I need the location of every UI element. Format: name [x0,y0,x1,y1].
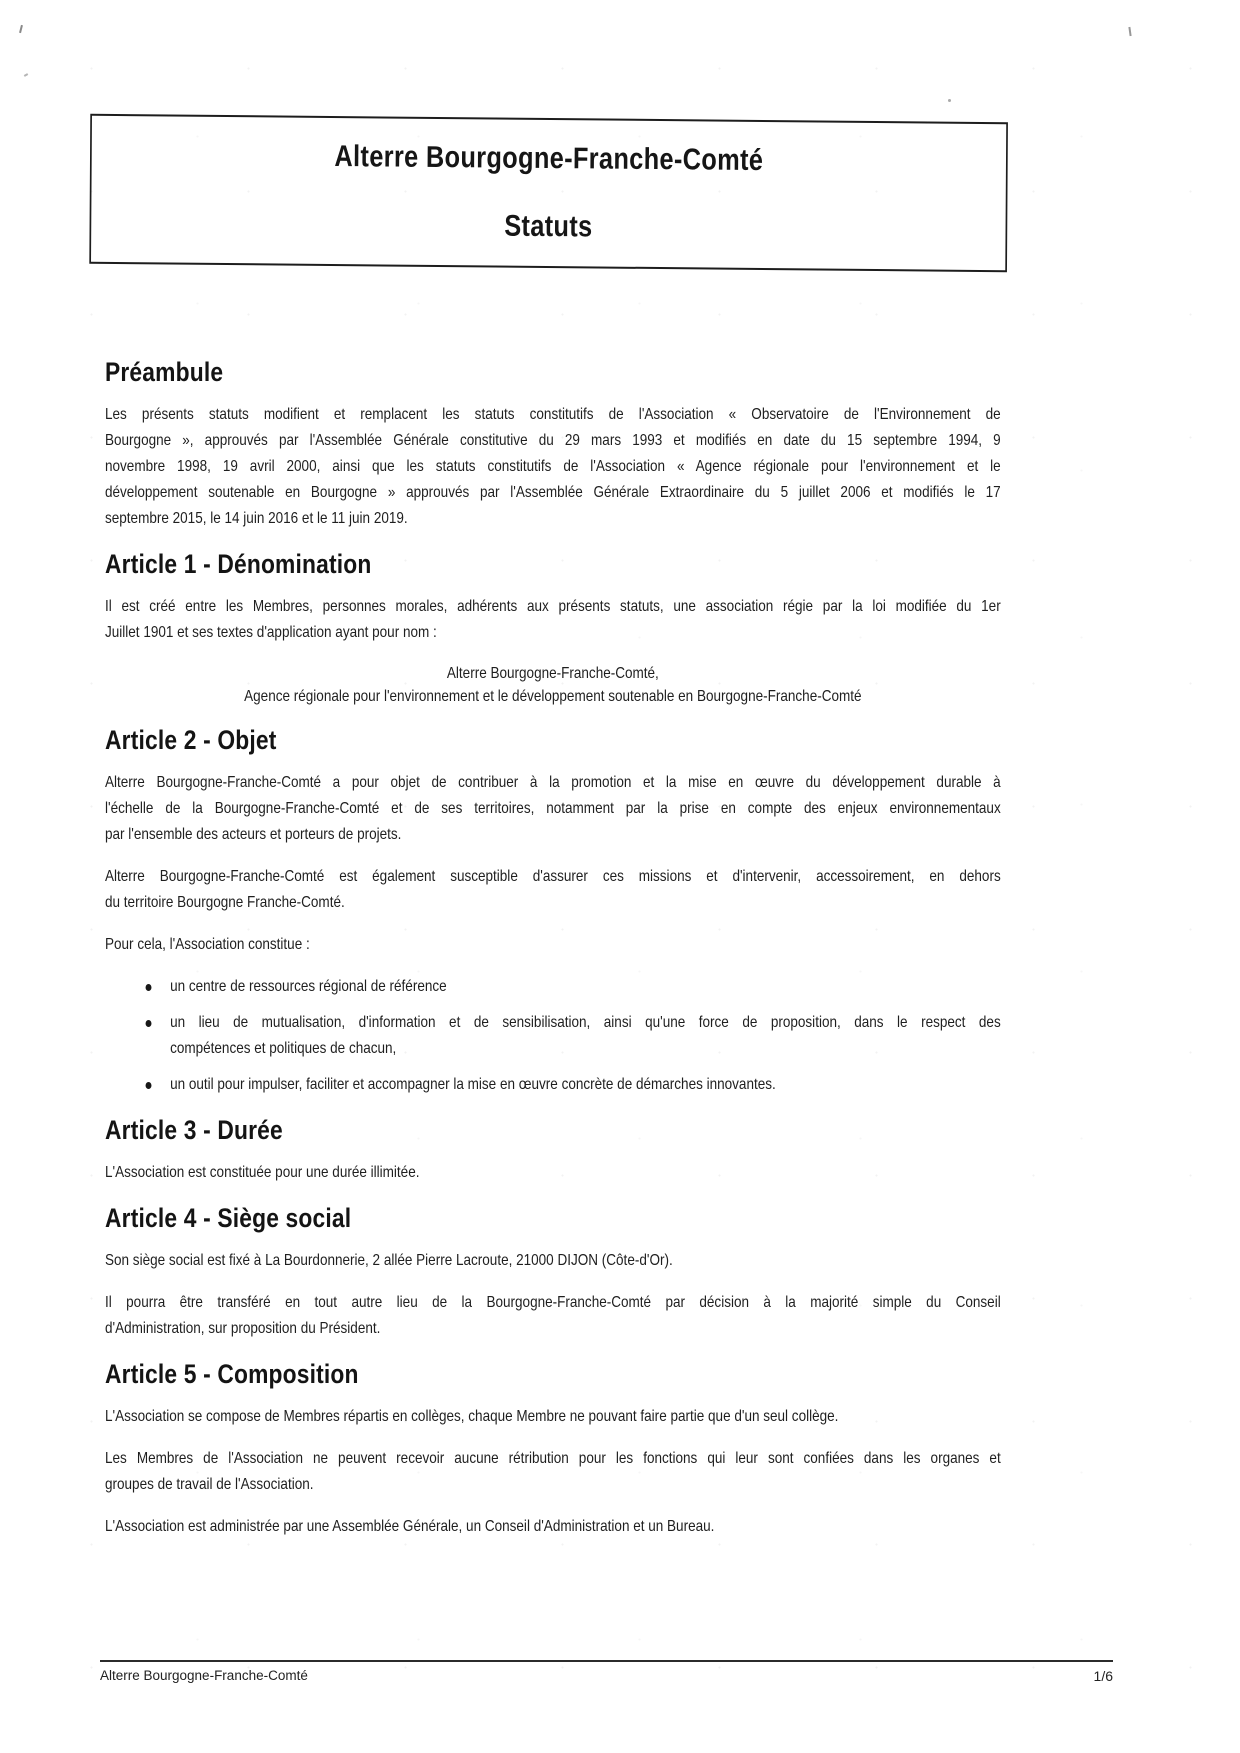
section-heading: Article 5 - Composition [105,1359,359,1389]
text-line: Bourgogne », approuvés par l'Assemblée Générale constitutive du 29 mars 1993 et modifiés en date du 15 septembre 1994, 9 [105,432,1001,449]
section-heading: Article 4 - Siège social [105,1203,352,1233]
paragraph [105,864,1001,916]
text-line: un centre de ressources régional de référence [170,978,447,995]
text-line: un lieu de mutualisation, d'information et de sensibilisation, ainsi qu'une force de proposition, dans le respect des [170,1014,1001,1031]
paragraph [105,402,1001,532]
text-line: L'Association est administrée par une Assemblée Générale, un Conseil d'Administration et un Bureau. [105,1518,715,1535]
text-line: L'Association se compose de Membres répartis en collèges, chaque Membre ne pouvant faire partie que d'un seul collège. [105,1408,839,1425]
text-line: Alterre Bourgogne-Franche-Comté, [446,665,659,682]
text-line: Alterre Bourgogne-Franche-Comté a pour objet de contribuer à la promotion et la mise en œuvre du développement durable à [105,774,1001,791]
centered-paragraph [105,662,1001,708]
paragraph [105,1514,1001,1540]
scan-artifact [1128,27,1131,36]
text-line: Juillet 1901 et ses textes d'application ayant pour nom : [105,624,437,641]
paragraph [105,1446,1001,1498]
text-line: Il est créé entre les Membres, personnes morales, adhérents aux présents statuts, une association régie par la loi modifiée du 1er [105,598,1001,615]
section-heading: Article 1 - Dénomination [105,549,372,579]
text-line: novembre 1998, 19 avril 2000, ainsi que les statuts constitutifs de l'Association « Agence régionale pour l'environnement et le [105,458,1001,475]
section-heading: Article 2 - Objet [105,725,277,755]
scan-artifact [19,25,23,33]
bullet-item [105,1072,1001,1098]
paragraph [105,770,1001,848]
paragraph [105,932,1001,958]
bullet-item [105,974,1001,1000]
title-box [89,114,1008,273]
text-line: Son siège social est fixé à La Bourdonnerie, 2 allée Pierre Lacroute, 21000 DIJON (Côte-d'Or). [105,1252,673,1269]
document-subtitle: Statuts [504,209,593,244]
text-line: Agence régionale pour l'environnement et le développement soutenable en Bourgogne-Franche-Comté [244,688,862,705]
paragraph [105,1404,1001,1430]
paragraph [105,594,1001,646]
text-line: Alterre Bourgogne-Franche-Comté est également susceptible d'assurer ces missions et d'intervenir, accessoirement, en dehors [105,868,1001,885]
text-line: septembre 2015, le 14 juin 2016 et le 11 juin 2019. [105,510,408,527]
paragraph [105,1160,1001,1186]
page-number: 1/6 [1093,1668,1113,1684]
text-line: Les Membres de l'Association ne peuvent recevoir aucune rétribution pour les fonctions qui leur sont confiées dans les organes et [105,1450,1001,1467]
footer-document-name: Alterre Bourgogne-Franche-Comté [100,1668,308,1683]
section-heading: Article 3 - Durée [105,1115,283,1145]
text-line: Les présents statuts modifient et remplacent les statuts constitutifs de l'Association « Observatoire de l'Environnement de [105,406,1001,423]
section-heading: Préambule [105,357,224,387]
text-line: un outil pour impulser, faciliter et accompagner la mise en œuvre concrète de démarches innovantes. [170,1076,776,1093]
bullet-item [105,1010,1001,1062]
paragraph [105,1290,1001,1342]
text-line: Il pourra être transféré en tout autre lieu de la Bourgogne-Franche-Comté par décision à la majorité simple du Conseil [105,1294,1001,1311]
text-line: compétences et politiques de chacun, [170,1040,397,1057]
document-column [105,118,1001,1556]
text-line: du territoire Bourgogne Franche-Comté. [105,894,345,911]
text-line: l'échelle de la Bourgogne-Franche-Comté et de ses territoires, notamment par la prise en compte des enjeux environnementaux [105,800,1001,817]
page-footer [100,1660,1113,1684]
paragraph [105,1248,1001,1274]
text-line: d'Administration, sur proposition du Président. [105,1320,381,1337]
text-line: groupes de travail de l'Association. [105,1476,314,1493]
text-line: L'Association est constituée pour une durée illimitée. [105,1164,420,1181]
bullet-icon [146,984,152,991]
bullet-icon [146,1082,152,1089]
text-line: par l'ensemble des acteurs et porteurs de projets. [105,826,402,843]
bullet-icon [146,1020,152,1027]
document-body [105,356,1001,1540]
text-line: développement soutenable en Bourgogne » approuvés par l'Assemblée Générale Extraordinaire du 5 juillet 2006 et modifiés le 17 [105,484,1001,501]
scan-artifact [948,99,951,102]
scan-artifact [24,73,28,77]
text-line: Pour cela, l'Association constitue : [105,936,310,953]
document-title: Alterre Bourgogne-Franche-Comté [334,140,764,177]
